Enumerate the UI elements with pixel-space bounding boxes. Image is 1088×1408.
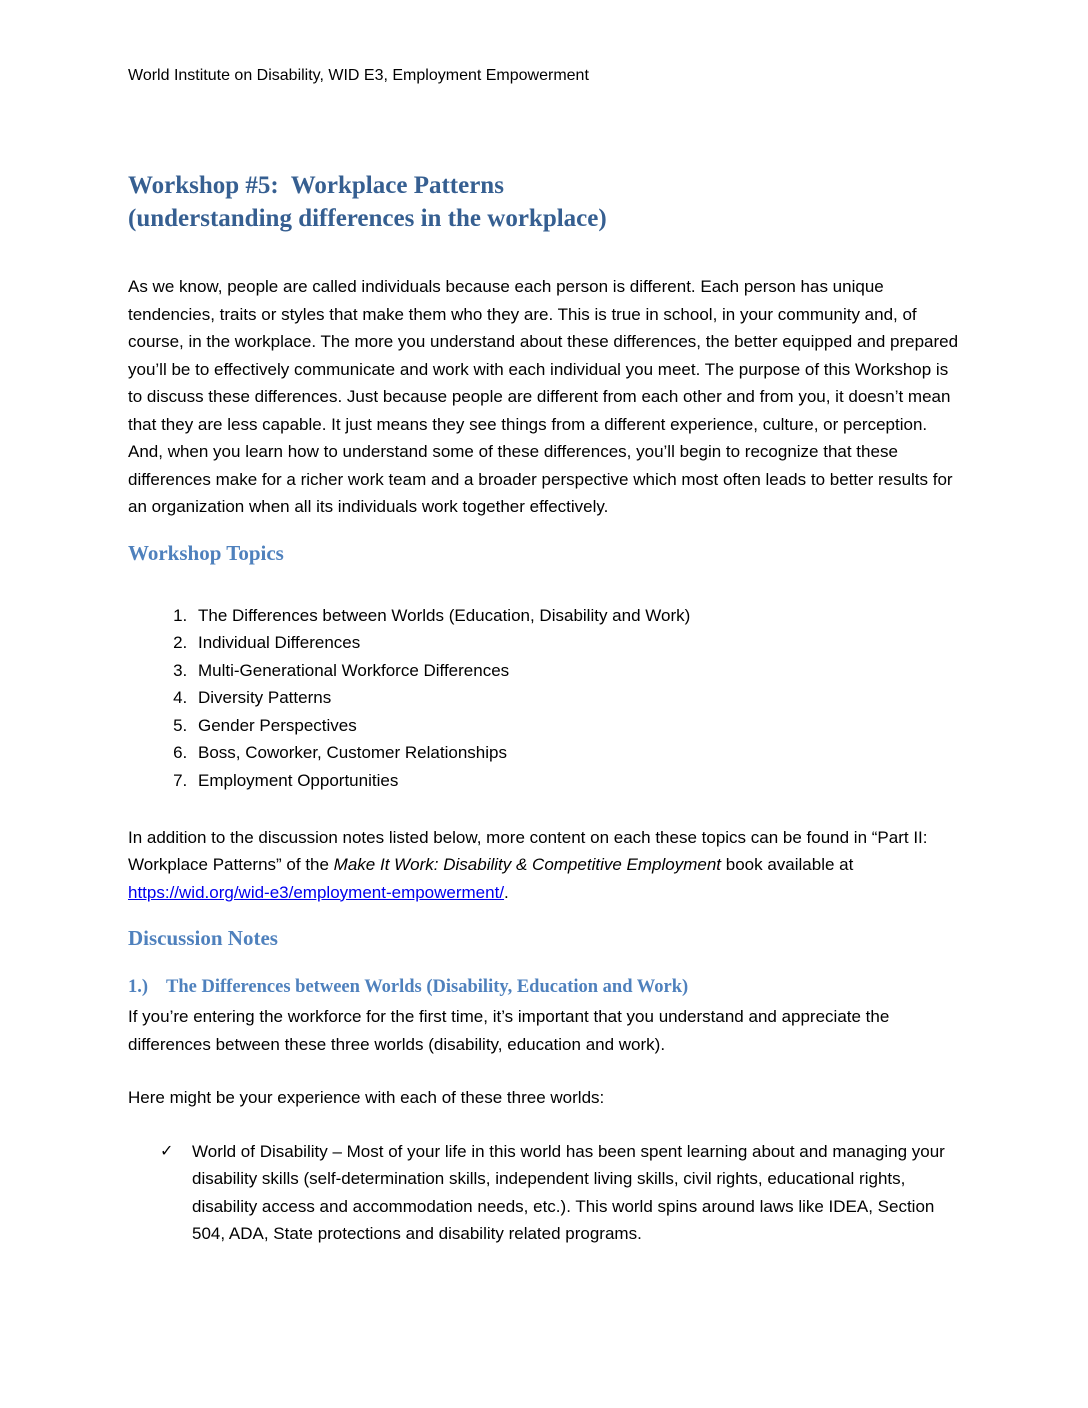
topic-item-6: 6. Boss, Coworker, Customer Relationships [192, 739, 962, 767]
topic-item-5: 5. Gender Perspectives [192, 712, 962, 740]
topic-item-4: 4. Diversity Patterns [192, 684, 962, 712]
topic-item-7: 7. Employment Opportunities [192, 767, 962, 795]
addition-text-3: . [504, 882, 509, 902]
page-title [128, 169, 962, 235]
workshop-topics-heading: Workshop Topics [128, 540, 284, 565]
section1-title: The Differences between Worlds (Disability, Education and Work) [166, 977, 689, 998]
checkmark-icon: ✓ [160, 1142, 174, 1160]
topics-list [128, 602, 962, 795]
bullet-text: World of Disability – Most of your life in this world has been spent learning about and managing your disability skills (self-determination skills, independent living skills, civil rights, educational rights, disability access and accommodation needs, etc.). This world spins around laws like IDEA, Section 504, ADA, State protections and disability related programs. [192, 1141, 945, 1244]
page-title-line1: Workshop #5: Workplace Patterns [128, 172, 504, 199]
topic-item-2: 2. Individual Differences [192, 629, 962, 657]
section1-paragraph: If you’re entering the workforce for the first time, it’s important that you understand and appreciate the differences between these three worlds (disability, education and work). [128, 1007, 890, 1054]
addition-text-1: In addition to the discussion notes listed below, more content on each these topics can be found in “Part II: Workplace Patterns” of the [128, 827, 928, 875]
employment-empowerment-link[interactable]: https://wid.org/wid-e3/employment-empowerment/ [128, 882, 505, 902]
bullet-item [128, 1138, 962, 1248]
addition-text-2: book available at [721, 855, 854, 875]
page-title-line2: (understanding differences in the workplace) [128, 205, 607, 232]
topic-item-3: 3. Multi-Generational Workforce Differences [192, 657, 962, 685]
discussion-notes-heading: Discussion Notes [128, 926, 278, 951]
addition-paragraph [128, 824, 962, 907]
intro-paragraph: As we know, people are called individuals because each person is different. Each person has unique tendencies, traits or styles that make them who they are. This is true in school, in your community and, of course, in the workplace. The more you understand about these differences, the better equipped and prepared you’ll be to effectively communicate and work with each individual you meet. The purpose of this Workshop is to discuss these differences. Just because people are different from each other and from you, it doesn’t mean that they are less capable. It just means they see things from a different experience, culture, or perception. And, when you learn how to understand some of these differences, you’ll begin to recognize that these differences make for a richer work team and a broader perspective which most often leads to better results for an organization when all its individuals work together effectively. [128, 277, 959, 516]
topic-item-1: 1. The Differences between Worlds (Education, Disability and Work) [192, 602, 962, 630]
section1-heading [128, 975, 962, 999]
document-header: World Institute on Disability, WID E3, Employment Empowerment [128, 67, 589, 84]
bullet-list [128, 1138, 962, 1248]
experience-intro: Here might be your experience with each of these three worlds: [128, 1088, 605, 1108]
section1-number: 1.) [128, 977, 149, 998]
book-title: Make It Work: Disability & Competitive Employment [333, 855, 722, 875]
